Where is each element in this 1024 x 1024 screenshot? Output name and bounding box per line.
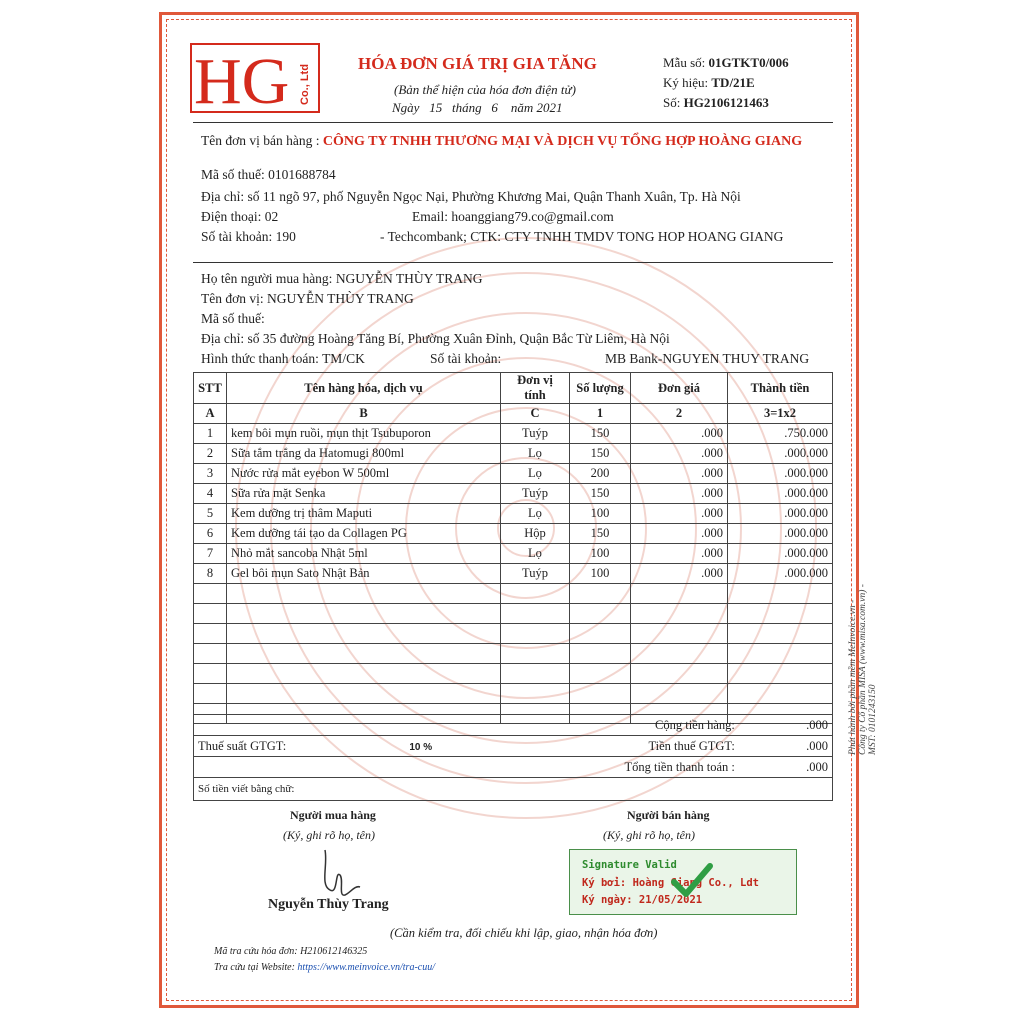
table-row bbox=[194, 484, 833, 504]
buyer-name-row: Họ tên người mua hàng: NGUYỄN THÙY TRANG bbox=[201, 271, 483, 286]
cell-name: Nước rửa mắt eyebon W 500ml bbox=[227, 464, 501, 484]
seller-name-row: Tên đơn vị bán hàng : CÔNG TY TNHH THƯƠNG MẠI VÀ DỊCH VỤ TỔNG HỢP HOÀNG GIANG bbox=[201, 133, 803, 149]
lookup-site-link[interactable]: https://www.meinvoice.vn/tra-cuu/ bbox=[297, 962, 435, 973]
month-label: tháng bbox=[451, 100, 482, 115]
symbol: Ký hiệu: TD/21E bbox=[663, 75, 755, 90]
table-row bbox=[194, 524, 833, 544]
code-c: C bbox=[501, 404, 570, 424]
cell-price: .000 bbox=[631, 544, 728, 564]
cell-name: Nhỏ mắt sancoba Nhật 5ml bbox=[227, 544, 501, 564]
invoice-number: Số: HG2106121463 bbox=[663, 95, 769, 110]
cell-unit: Lọ bbox=[501, 544, 570, 564]
seller-phone-row: Điện thoại: 02 bbox=[201, 209, 279, 224]
cell-stt: 7 bbox=[194, 544, 227, 564]
cell-amount: .000.000 bbox=[728, 484, 833, 504]
day-value: 15 bbox=[429, 100, 443, 115]
col-stt: STT bbox=[194, 373, 227, 404]
cell-qty: 100 bbox=[570, 544, 631, 564]
seller-divider bbox=[193, 262, 833, 263]
cell-qty: 150 bbox=[570, 444, 631, 464]
buyer-unit-row: Tên đơn vị: NGUYỄN THÙY TRANG bbox=[201, 291, 414, 306]
code-b: B bbox=[227, 404, 501, 424]
cell-qty: 200 bbox=[570, 464, 631, 484]
cell-name: Sữa tắm trắng da Hatomugi 800ml bbox=[227, 444, 501, 464]
vertical-issuer-note: Phát hành bởi phần mềm MeInvoice.vn - Công ty Cổ phần MISA (www.misa.com.vn) - MST: 0101243150 bbox=[848, 584, 878, 755]
items-table bbox=[193, 372, 833, 724]
year-label: năm bbox=[510, 100, 534, 115]
vat-row: Tiền thuế GTGT: .000 bbox=[554, 736, 833, 757]
svg-text:Co., Ltd: Co., Ltd bbox=[299, 64, 311, 105]
cell-amount: .000.000 bbox=[728, 524, 833, 544]
cell-name: Kem dưỡng trị thâm Maputi bbox=[227, 504, 501, 524]
code-2: 2 bbox=[631, 404, 728, 424]
form-number: Mẫu số: 01GTKT0/006 bbox=[663, 55, 789, 70]
cell-price: .000 bbox=[631, 484, 728, 504]
digital-signature-box bbox=[569, 849, 797, 915]
empty-row bbox=[194, 604, 833, 624]
seller-email-row: Email: hoanggiang79.co@gmail.com bbox=[412, 209, 614, 224]
cell-stt: 6 bbox=[194, 524, 227, 544]
signed-date: Ký ngày: 21/05/2021 bbox=[582, 894, 703, 906]
totals-table bbox=[193, 714, 833, 801]
invoice-date bbox=[392, 100, 562, 116]
col-name: Tên hàng hóa, dịch vụ bbox=[227, 373, 501, 404]
cell-unit: Lọ bbox=[501, 504, 570, 524]
cell-unit: Lọ bbox=[501, 444, 570, 464]
lookup-code-row: Mã tra cứu hóa đơn: H210612146325 bbox=[214, 946, 368, 957]
cell-stt: 3 bbox=[194, 464, 227, 484]
empty-row bbox=[194, 624, 833, 644]
cell-stt: 4 bbox=[194, 484, 227, 504]
col-qty: Số lượng bbox=[570, 373, 631, 404]
seller-address-row: Địa chỉ: số 11 ngõ 97, phố Nguyễn Ngọc Nại, Phường Khương Mai, Quận Thanh Xuân, Tp. Hà Nội bbox=[201, 189, 741, 204]
cell-price: .000 bbox=[631, 464, 728, 484]
table-row bbox=[194, 444, 833, 464]
table-row bbox=[194, 504, 833, 524]
empty-row bbox=[194, 584, 833, 604]
buyer-tax-row: Mã số thuế: bbox=[201, 311, 265, 326]
table-row bbox=[194, 424, 833, 444]
cell-qty: 100 bbox=[570, 564, 631, 584]
cell-qty: 150 bbox=[570, 424, 631, 444]
empty-row bbox=[194, 684, 833, 704]
seller-sign-hint: (Ký, ghi rõ họ, tên) bbox=[603, 828, 695, 842]
cell-name: Sữa rửa mặt Senka bbox=[227, 484, 501, 504]
signature-valid: Signature Valid bbox=[582, 859, 677, 871]
day-label: Ngày bbox=[392, 100, 420, 115]
table-row bbox=[194, 564, 833, 584]
cell-unit: Tuýp bbox=[501, 564, 570, 584]
empty-row bbox=[194, 664, 833, 684]
cell-unit: Tuýp bbox=[501, 484, 570, 504]
month-value: 6 bbox=[491, 100, 498, 115]
cell-name: Gel bôi mụn Sato Nhật Bản bbox=[227, 564, 501, 584]
amount-in-words: Số tiền viết bằng chữ: bbox=[194, 778, 833, 801]
cell-price: .000 bbox=[631, 504, 728, 524]
buyer-sign-hint: (Ký, ghi rõ họ, tên) bbox=[283, 828, 375, 842]
code-a: A bbox=[194, 404, 227, 424]
signed-by: Ký bởi: Hoàng Giang Co., Ldt bbox=[582, 877, 760, 889]
header-divider bbox=[193, 122, 833, 123]
cell-unit: Lọ bbox=[501, 464, 570, 484]
cell-price: .000 bbox=[631, 524, 728, 544]
buyer-signature-icon bbox=[300, 845, 370, 905]
seller-name: CÔNG TY TNHH THƯƠNG MẠI VÀ DỊCH VỤ TỔNG HỢP HOÀNG GIANG bbox=[322, 134, 803, 149]
cell-stt: 8 bbox=[194, 564, 227, 584]
invoice-subtitle: (Bản thể hiện của hóa đơn điện tử) bbox=[394, 82, 576, 97]
cell-amount: .750.000 bbox=[728, 424, 833, 444]
company-logo bbox=[190, 43, 320, 113]
cell-amount: .000.000 bbox=[728, 564, 833, 584]
empty-row bbox=[194, 644, 833, 664]
cell-price: .000 bbox=[631, 444, 728, 464]
buyer-bank: MB Bank-NGUYEN THUY TRANG bbox=[605, 351, 810, 366]
cell-amount: .000.000 bbox=[728, 504, 833, 524]
subtotal-row: Cộng tiền hàng: .000 bbox=[194, 715, 833, 736]
cell-price: .000 bbox=[631, 564, 728, 584]
cell-name: kem bôi mụn ruồi, mụn thịt Tsubuporon bbox=[227, 424, 501, 444]
cell-stt: 5 bbox=[194, 504, 227, 524]
svg-text:HG: HG bbox=[194, 45, 290, 113]
col-price: Đơn giá bbox=[631, 373, 728, 404]
cell-amount: .000.000 bbox=[728, 464, 833, 484]
cell-amount: .000.000 bbox=[728, 444, 833, 464]
cell-qty: 100 bbox=[570, 504, 631, 524]
buyer-sign-title: Người mua hàng bbox=[290, 808, 376, 822]
table-row bbox=[194, 544, 833, 564]
year-value: 2021 bbox=[536, 100, 563, 115]
cell-qty: 150 bbox=[570, 524, 631, 544]
buyer-name-signed: Nguyễn Thùy Trang bbox=[268, 897, 389, 912]
vat-rate-row: Thuế suất GTGT: 10 % bbox=[194, 736, 554, 757]
cell-qty: 150 bbox=[570, 484, 631, 504]
footer-note: (Cần kiểm tra, đối chiếu khi lập, giao, nhận hóa đơn) bbox=[390, 926, 658, 940]
col-unit: Đơn vị tính bbox=[501, 373, 570, 404]
table-row bbox=[194, 464, 833, 484]
cell-stt: 2 bbox=[194, 444, 227, 464]
seller-sign-title: Người bán hàng bbox=[627, 808, 710, 822]
buyer-payment-row: Hình thức thanh toán: TM/CK bbox=[201, 351, 365, 366]
total-row: Tổng tiền thanh toán : .000 bbox=[194, 757, 833, 778]
seller-tax-row: Mã số thuế: 0101688784 bbox=[201, 167, 336, 182]
cell-price: .000 bbox=[631, 424, 728, 444]
cell-unit: Tuýp bbox=[501, 424, 570, 444]
code-3: 3=1x2 bbox=[728, 404, 833, 424]
buyer-account-row: Số tài khoản: bbox=[430, 351, 502, 366]
lookup-site-row: Tra cứu tại Website: https://www.meinvoice.vn/tra-cuu/ bbox=[214, 962, 435, 973]
code-1: 1 bbox=[570, 404, 631, 424]
cell-stt: 1 bbox=[194, 424, 227, 444]
cell-unit: Hộp bbox=[501, 524, 570, 544]
cell-name: Kem dưỡng tái tạo da Collagen PG bbox=[227, 524, 501, 544]
buyer-address-row: Địa chỉ: số 35 đường Hoàng Tăng Bí, Phường Xuân Đỉnh, Quận Bắc Từ Liêm, Hà Nội bbox=[201, 331, 670, 346]
invoice-title: HÓA ĐƠN GIÁ TRỊ GIA TĂNG bbox=[358, 54, 597, 73]
seller-bank: - Techcombank; CTK: CTY TNHH TMDV TONG HOP HOANG GIANG bbox=[380, 229, 784, 244]
cell-amount: .000.000 bbox=[728, 544, 833, 564]
seller-account-row: Số tài khoản: 190 bbox=[201, 229, 296, 244]
checkmark-icon bbox=[670, 860, 714, 900]
col-amount: Thành tiền bbox=[728, 373, 833, 404]
